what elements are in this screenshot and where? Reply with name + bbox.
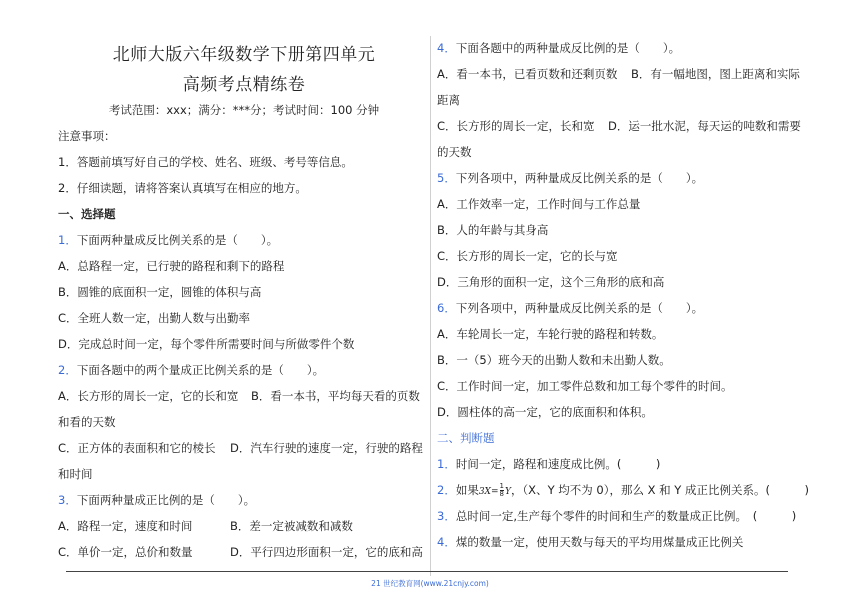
note-2: 2．仔细读题，请将答案认真填写在相应的地方。 [58, 181, 307, 195]
question-number: 5． [437, 171, 456, 185]
question-number: 1． [437, 457, 456, 471]
question-number: 2． [437, 483, 456, 497]
q4-option-a: A．看一本书，已看页数和还剩页数 [437, 67, 618, 81]
question-text: 下面两种量成反比例关系的是（ ）。 [76, 233, 279, 247]
q4-option-d: D．运一批水泥，每天运的吨数和需要 [608, 119, 801, 133]
q1-option-d: D．完成总时间一定，每个零件所需要时间与所做零件个数 [58, 337, 355, 351]
q6-option-c: C．工作时间一定，加工零件总数和加工每个零件的时间。 [437, 379, 733, 393]
q2-option-d-cont: 和时间 [58, 467, 93, 481]
q3-option-a: A．路程一定，速度和时间 [58, 519, 193, 533]
q5-option-c: C．长方形的周长一定，它的长与宽 [437, 249, 618, 263]
q2-option-c: C．正方体的表面积和它的棱长 [58, 441, 216, 455]
q6-option-b: B．一（5）班今天的出勤人数和未出勤人数。 [437, 353, 671, 367]
q4-option-d-cont: 的天数 [437, 145, 472, 159]
q5-option-d: D．三角形的面积一定，这个三角形的底和高 [437, 275, 665, 289]
title-line2: 高频考点精练卷 [182, 75, 306, 95]
judge-4 [437, 534, 743, 550]
question-number: 3． [58, 493, 77, 507]
judge-2 [437, 482, 809, 498]
fraction-numerator: 1 [499, 482, 504, 490]
question-text: 下面两种量成正比例的是（ ）。 [76, 493, 256, 507]
question-6 [437, 300, 703, 316]
q4-option-b: B．有一幅地图，图上距离和实际 [631, 67, 800, 81]
footer-rule [66, 571, 788, 572]
q3-option-c: C．单价一定，总价和数量 [58, 545, 193, 559]
question-text: 下面各题中的两个量成正比例关系的是（ ）。 [76, 363, 325, 377]
q2-option-b: B．看一本书，平均每天看的页数 [251, 389, 420, 403]
fraction-denominator: 8 [499, 490, 504, 498]
question-number: 6． [437, 301, 456, 315]
note-1: 1．答题前填写好自己的学校、姓名、班级、考号等信息。 [58, 155, 353, 169]
q1-option-c: C．全班人数一定，出勤人数与出勤率 [58, 311, 251, 325]
q3-option-d: D．平行四边形面积一定，它的底和高 [230, 545, 423, 559]
question-number: 4． [437, 535, 456, 549]
q4-option-b-cont: 距离 [437, 93, 460, 107]
question-text: 下列各项中，两种量成反比例关系的是（ ）。 [455, 301, 704, 315]
equation-rhs-var: Y [504, 487, 511, 497]
q6-option-a: A．车轮周长一定，车轮行驶的路程和转数。 [437, 327, 664, 341]
fraction [500, 483, 504, 498]
q5-option-a: A．工作效率一定，工作时间与工作总量 [437, 197, 641, 211]
q1-option-b: B．圆锥的底面积一定，圆锥的体积与高 [58, 285, 262, 299]
question-number: 4． [437, 41, 456, 55]
q1-option-a: A．总路程一定，已行驶的路程和剩下的路程 [58, 259, 285, 273]
section-choice-heading: 一、选择题 [58, 207, 116, 221]
title-line1: 北师大版六年级数学下册第四单元 [112, 45, 376, 65]
equation-lhs: 3X [478, 487, 491, 497]
question-1 [58, 232, 278, 248]
question-number: 1． [58, 233, 77, 247]
question-text: ，（X、Y 均不为 0），那么 X 和 Y 成正比例关系。( ) [510, 483, 809, 497]
exam-meta: 考试范围：xxx；满分：***分；考试时间：100 分钟 [108, 103, 380, 117]
q5-option-b: B．人的年龄与其身高 [437, 223, 549, 237]
equation-equals: = [490, 487, 499, 497]
section-judge-heading: 二、判断题 [437, 431, 495, 445]
question-3 [58, 492, 255, 508]
q2-option-d: D．汽车行驶的速度一定，行驶的路程 [230, 441, 423, 455]
question-2 [58, 362, 324, 378]
question-text: 下面各题中的两种量成反比例的是（ ）。 [455, 41, 681, 55]
question-text: 时间一定，路程和速度成比例。( ) [455, 457, 661, 471]
question-5 [437, 170, 703, 186]
question-number: 3． [437, 509, 456, 523]
column-divider [430, 36, 431, 576]
q4-option-c: C．长方形的周长一定，长和宽 [437, 119, 595, 133]
question-4 [437, 40, 680, 56]
notes-heading: 注意事项： [58, 129, 116, 143]
judge-3 [437, 508, 796, 524]
question-number: 2． [58, 363, 77, 377]
question-text: 总时间一定,生产每个零件的时间和生产的数量成正比例。 ( ) [455, 509, 797, 523]
footer-text: 21 世纪教育网(www.21cnjy.com) [371, 579, 489, 588]
q2-option-a: A．长方形的周长一定，它的长和宽 [58, 389, 239, 403]
question-prefix: 如果 [455, 483, 479, 497]
q3-option-b: B．差一定被减数和减数 [230, 519, 353, 533]
question-text: 煤的数量一定，使用天数与每天的平均用煤量成正比例关 [455, 535, 744, 549]
q2-option-b-cont: 和看的天数 [58, 415, 116, 429]
judge-1 [437, 456, 660, 472]
q6-option-d: D．圆柱体的高一定，它的底面积和体积。 [437, 405, 653, 419]
question-text: 下列各项中，两种量成反比例关系的是（ ）。 [455, 171, 704, 185]
